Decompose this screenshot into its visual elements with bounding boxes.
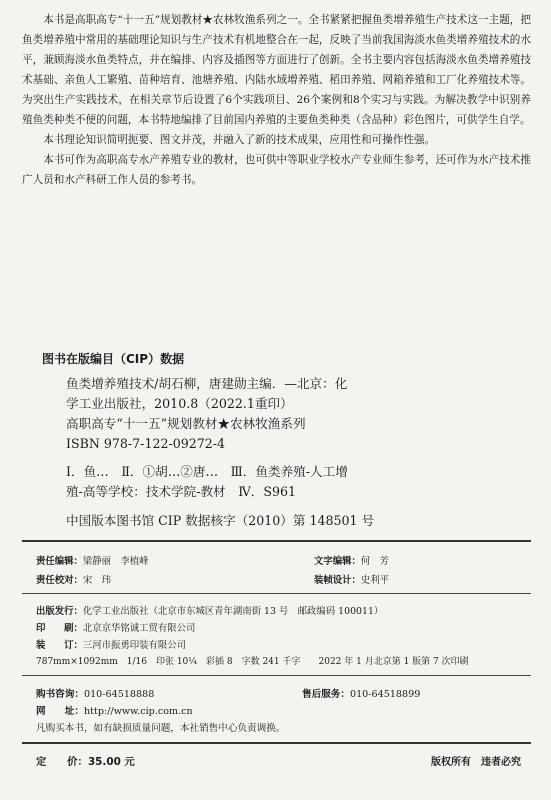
text-editor-value: 何 芳 [360,556,390,567]
divider-credits [22,593,531,594]
responsible-editor-value: 梁静丽 李植峰 [82,556,149,567]
intro-paragraph-2: 本书理论知识简明扼要、图文并茂，并融入了新的技术成果，应用性和可操作性强。 [43,134,436,146]
website-url[interactable]: http://www.cip.com.cn [83,706,193,717]
after-sales-service [302,686,420,700]
binder-label: 装 订： [36,640,83,651]
website-line [36,703,193,717]
printer-label: 印 刷： [36,623,83,634]
divider-top [22,540,531,542]
binding-design [314,572,389,586]
after-sales-label: 售后服务： [302,689,350,700]
printer-value: 北京京华铭诚工贸有限公司 [82,623,196,634]
book-introduction [22,10,531,190]
cip-line-3: 高职高专“十一五”规划教材★农林牧渔系列 [66,416,306,431]
binding-design-label: 装帧设计： [314,575,361,586]
text-editor [314,553,389,567]
cip-line-2: 学工业出版社，2010.8（2022.1重印） [66,396,293,411]
publisher-value: 化学工业出版社（北京市东城区青年湖南街 13 号 邮政编码 100011） [82,606,384,617]
text-editor-label: 文字编辑： [314,556,361,567]
binding-design-value: 史利平 [360,575,390,586]
responsible-editor-label: 责任编辑： [36,556,83,567]
print-specifications: 787mm×1092mm 1/16 印张 10¼ 彩插 8 字数 241 千字 2022 年 1 月北京第 1 版第 7 次印刷 [36,657,469,667]
cip-line-6: 殖-高等学校：技术学院-教材 Ⅳ．S961 [66,484,297,499]
cip-line-1: 鱼类增养殖技术/胡石柳，唐建勋主编．—北京：化 [66,376,348,391]
copyright-notice: 版权所有 违者必究 [431,757,521,768]
purchase-phone: 010-64518888 [83,689,155,700]
cip-line-5: Ⅰ．鱼… Ⅱ．①胡…②唐… Ⅲ．鱼类养殖-人工增 [66,464,348,479]
binder-value: 三河市振勇印装有限公司 [82,640,187,651]
cip-record [66,374,506,502]
publisher-line [36,603,383,617]
cip-line-isbn: ISBN 978-7-122-09272-4 [66,436,226,451]
after-sales-phone: 010-64518899 [349,689,421,700]
proofreader-label: 责任校对： [36,575,83,586]
responsible-editor [36,553,149,567]
divider-publishing [22,675,531,676]
intro-paragraph-3: 本书可作为高职高专水产养殖专业的教材，也可供中等职业学校水产专业师生参考，还可作为水产技术推广人员和水产科研工作人员的参考书。 [22,154,531,186]
price-line [36,753,135,768]
purchase-label: 购书咨询： [36,689,84,700]
price-label: 定 价： [36,756,88,768]
binder-line [36,637,186,651]
website-label: 网 址： [36,706,84,717]
price-value: 35.00 元 [87,756,135,768]
printer-line [36,620,195,634]
responsible-proofreader [36,572,111,586]
divider-bottom [22,742,531,744]
cip-title: 图书在版编目（CIP）数据 [42,352,185,366]
cip-data-number: 中国版本图书馆 CIP 数据核字（2010）第 148501 号 [66,513,375,528]
proofreader-value: 宋 玮 [82,575,112,586]
purchase-consulting [36,686,154,700]
publisher-label: 出版发行： [36,606,83,617]
intro-paragraph-1: 本书是高职高专“十一五”规划教材★农林牧渔系列之一。全书紧紧把握鱼类增养殖生产技术这一主题，把鱼类增养殖中常用的基础理论知识与生产技术有机地整合在一起，反映了当前我国海淡水鱼类增养殖技术的水平，兼顾海淡水鱼类特点，并在编排、内容及插图等方面进行了创新。全书主要内容包括海淡水鱼类增养殖技术基础、亲鱼人工繁殖、苗种培育、池塘养殖、内陆水域增养殖、稻田养殖、网箱养殖和工厂化养殖技术等。为突出生产实践技术，在相关章节后设置了6个实践项目、26个案例和8个实习与实践。为解决教学中识别养殖鱼类种类不便的问题，本书特地编排了目前国内养殖的主要鱼类种类（含品种）彩色图片，可供学生自学。 [22,14,531,126]
replacement-notice: 凡购买本书，如有缺损质量问题，本社销售中心负责调换。 [36,723,286,734]
